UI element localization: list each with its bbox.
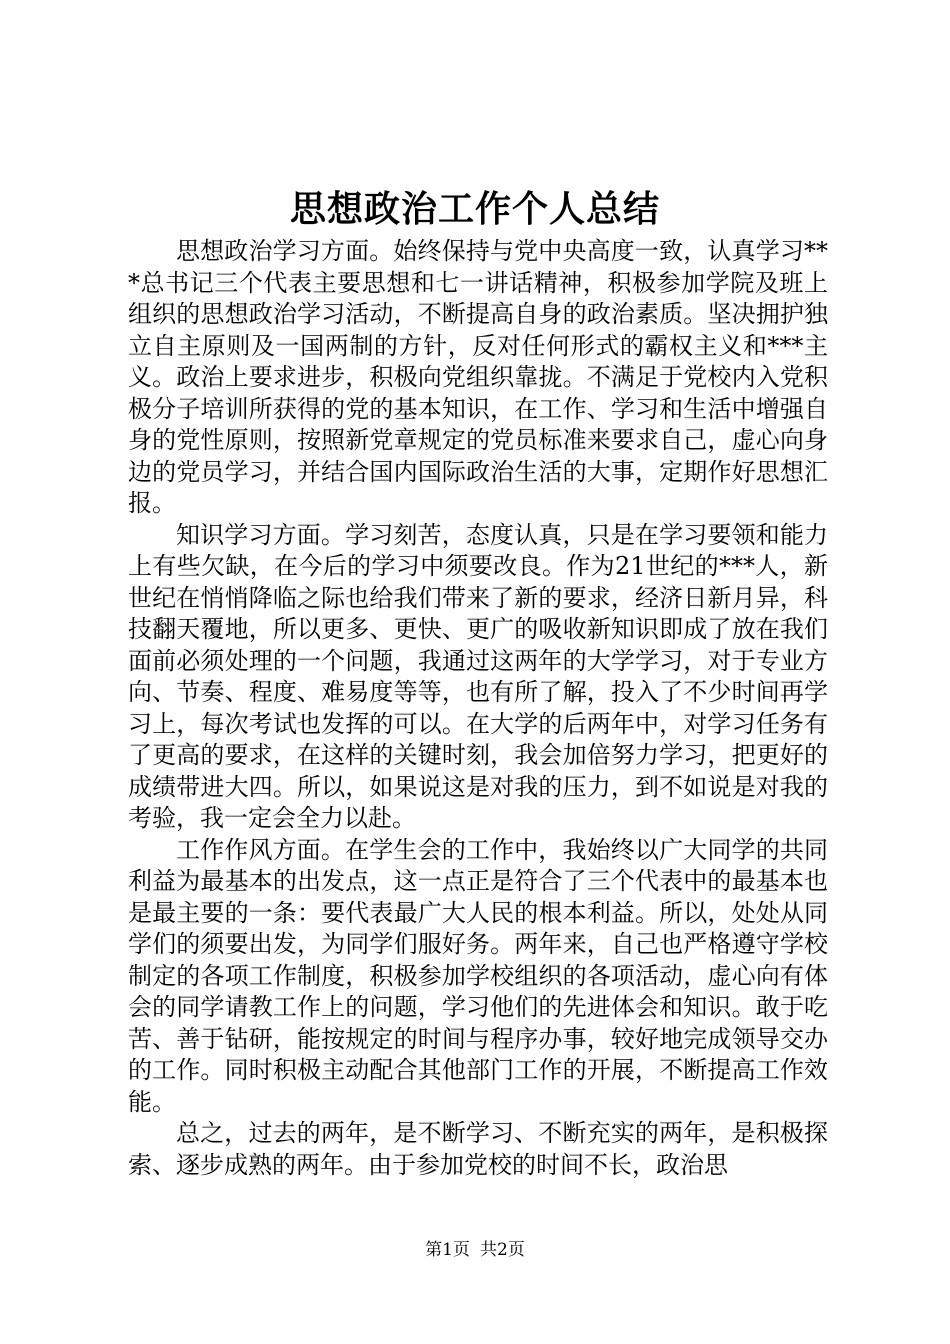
document-title: 思想政治工作个人总结	[289, 188, 660, 230]
paragraph-summary: 总之，过去的两年，是不断学习、不断充实的两年，是积极探索、逐步成熟的两年。由于参加党校的时间不长，政治思	[128, 1119, 828, 1179]
paragraph-knowledge-study: 知识学习方面。学习刻苦，态度认真，只是在学习要领和能力上有些欠缺，在今后的学习中须要改良。作为21世纪的***人，新世纪在悄悄降临之际也给我们带来了新的要求，经济日新月异，科技翻天覆地，所以更多、更快、更广的吸收新知识即成了放在我们面前必须处理的一个问题，我通过这两年的大学学习，对于专业方向、节奏、程度、难易度等等，也有所了解，投入了不少时间再学习上，每次考试也发挥的可以。在大学的后两年中，对学习任务有了更高的要求，在这样的关键时刻，我会加倍努力学习，把更好的成绩带进大四。所以，如果说这是对我的压力，到不如说是对我的考验，我一定会全力以赴。	[128, 520, 828, 832]
paragraph-work-style: 工作作风方面。在学生会的工作中，我始终以广大同学的共同利益为最基本的出发点，这一点正是符合了三个代表中的最基本也是最主要的一条：要代表最广大人民的根本利益。所以，处处从同学们的须要出发，为同学们服好务。两年来，自己也严格遵守学校制定的各项工作制度，积极参加学校组织的各项活动，虚心向有体会的同学请教工作上的问题，学习他们的先进体会和知识。敢于吃苦、善于钻研，能按规定的时间与程序办事，较好地完成领导交办的工作。同时积极主动配合其他部门工作的开展，不断提高工作效能。	[128, 835, 828, 1116]
page-footer	[0, 1238, 950, 1262]
page-number: 第1页	[425, 1240, 470, 1260]
paragraph-political-study: 思想政治学习方面。始终保持与党中央高度一致，认真学习***总书记三个代表主要思想和七一讲话精神，积极参加学院及班上组织的思想政治学习活动，不断提高自身的政治素质。坚决拥护独立自主原则及一国两制的方针，反对任何形式的霸权主义和***主义。政治上要求进步，积极向党组织靠拢。不满足于党校内入党积极分子培训所获得的党的基本知识，在工作、学习和生活中增强自身的党性原则，按照新党章规定的党员标准来要求自己，虚心向身边的党员学习，并结合国内国际政治生活的大事，定期作好思想汇报。	[128, 237, 828, 517]
document-body	[128, 236, 828, 1186]
page-total: 共2页	[480, 1240, 525, 1260]
